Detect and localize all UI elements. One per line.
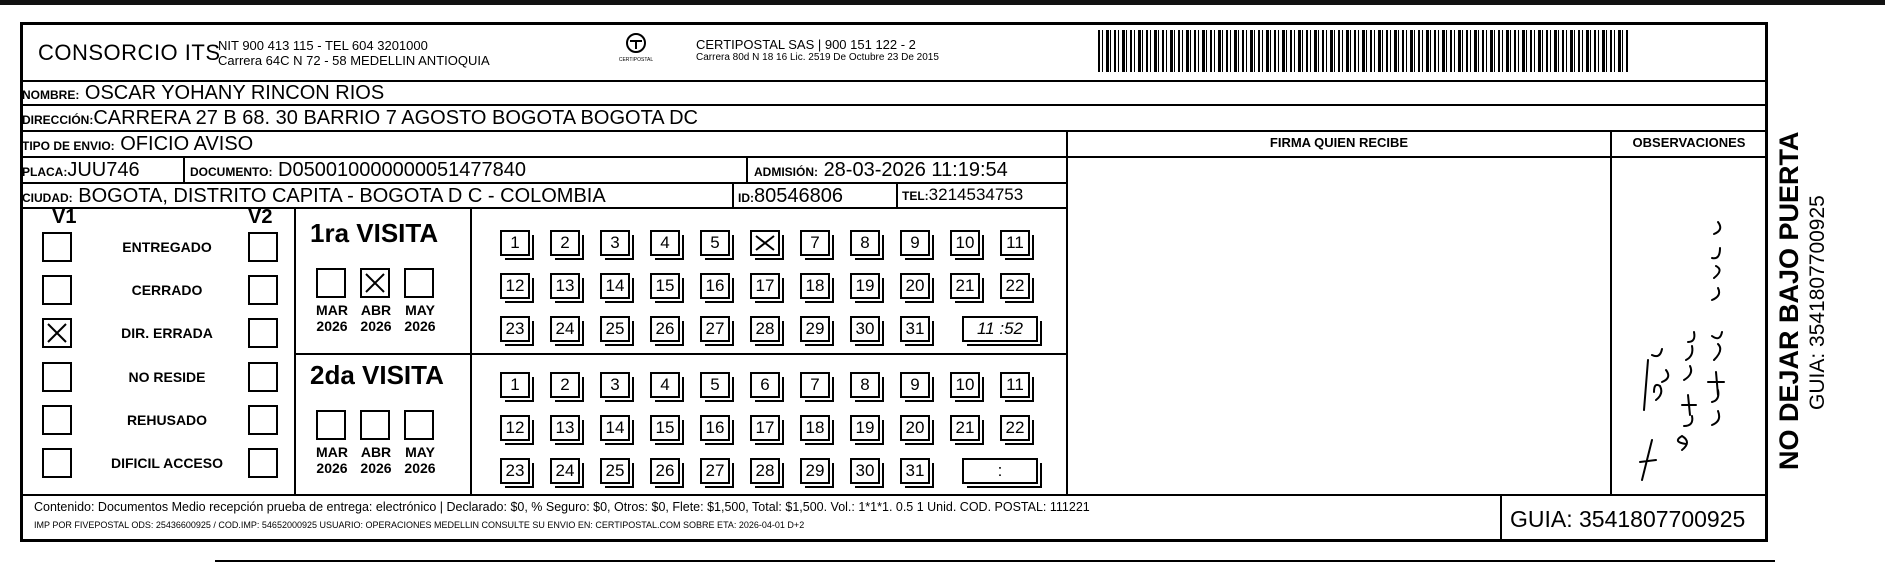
day-box[interactable]: 20	[900, 415, 930, 441]
day-box[interactable]: 24	[550, 458, 580, 484]
month-year: 2026	[316, 460, 348, 476]
day-box[interactable]: 22	[1000, 415, 1030, 441]
day-box[interactable]: 12	[500, 273, 530, 299]
scan-edge	[0, 0, 1885, 5]
logo-text: CERTIPOSTAL	[618, 57, 654, 63]
day-box[interactable]: 17	[750, 415, 780, 441]
day-box[interactable]: 19	[850, 273, 880, 299]
month-name: MAR	[316, 302, 348, 318]
month-year: 2026	[316, 318, 348, 334]
x-mark-icon	[44, 320, 70, 346]
v2-checkbox[interactable]	[248, 362, 278, 392]
day-box[interactable]: 16	[700, 273, 730, 299]
rule	[22, 156, 1767, 158]
day-box[interactable]: 21	[950, 273, 980, 299]
certipostal-line2: Carrera 80d N 18 16 Lic. 2519 De Octubre 23 De 2015	[696, 52, 939, 63]
day-box[interactable]: 15	[650, 273, 680, 299]
certipostal-line1: CERTIPOSTAL SAS | 900 151 122 - 2	[696, 37, 916, 52]
v1-checkbox[interactable]	[42, 232, 72, 262]
day-box[interactable]: 27	[700, 316, 730, 342]
day-box[interactable]: 31	[900, 316, 930, 342]
v2-checkbox[interactable]	[248, 232, 278, 262]
id-value: 80546806	[754, 185, 843, 207]
day-box[interactable]: 29	[800, 316, 830, 342]
visita2-time: :	[962, 458, 1038, 484]
day-box[interactable]: 13	[550, 415, 580, 441]
day-box[interactable]: 8	[850, 230, 880, 256]
day-box[interactable]: 1	[500, 372, 530, 398]
day-box[interactable]: 7	[800, 372, 830, 398]
rule	[1066, 130, 1068, 496]
visita2-title: 2da VISITA	[310, 360, 444, 390]
rule	[22, 494, 1767, 496]
ciudad-value: BOGOTA, DISTRITO CAPITA - BOGOTA D C - COLOMBIA	[78, 185, 606, 207]
admision-value: 28-03-2026 11:19:54	[823, 159, 1008, 181]
month-year: 2026	[360, 318, 392, 334]
company-nit: NIT 900 413 115 - TEL 604 3201000	[218, 38, 428, 53]
v2-checkbox[interactable]	[248, 448, 278, 478]
admision-field: ADMISIÓN: 28-03-2026 11:19:54	[754, 159, 1008, 181]
day-box[interactable]: 11	[1000, 230, 1030, 256]
day-box[interactable]: 25	[600, 458, 630, 484]
x-mark-icon	[752, 232, 778, 254]
day-box[interactable]: 23	[500, 458, 530, 484]
status-label: NO RESIDE	[128, 369, 206, 385]
rule	[470, 207, 472, 496]
day-box[interactable]	[750, 230, 780, 256]
day-box[interactable]: 20	[900, 273, 930, 299]
tipo-envio-row: TIPO DE ENVIO: OFICIO AVISO	[22, 133, 254, 155]
documento-value: D050010000000051477840	[278, 159, 527, 181]
month-checkbox[interactable]	[360, 410, 390, 440]
month-name: ABR	[360, 302, 392, 318]
day-box[interactable]: 14	[600, 415, 630, 441]
day-box[interactable]: 30	[850, 458, 880, 484]
rule	[294, 207, 296, 496]
day-box[interactable]: 25	[600, 316, 630, 342]
handwritten-observation-icon	[1612, 150, 1766, 494]
day-box[interactable]: 4	[650, 372, 680, 398]
firma-header: FIRMA QUIEN RECIBE	[1269, 135, 1409, 150]
direccion-row: DIRECCIÓN:CARRERA 27 B 68. 30 BARRIO 7 AGOSTO BOGOTA BOGOTA DC	[22, 107, 698, 129]
month-checkbox[interactable]	[316, 410, 346, 440]
day-box[interactable]: 17	[750, 273, 780, 299]
rule	[22, 182, 1068, 184]
day-box[interactable]: 1	[500, 230, 530, 256]
day-box[interactable]: 14	[600, 273, 630, 299]
rule	[746, 156, 748, 182]
day-box[interactable]: 31	[900, 458, 930, 484]
logo-icon	[624, 32, 648, 54]
month-year: 2026	[404, 460, 436, 476]
month-label	[310, 302, 354, 334]
day-box[interactable]: 21	[950, 415, 980, 441]
v2-checkbox[interactable]	[248, 275, 278, 305]
v1-checkbox[interactable]	[42, 448, 72, 478]
month-checkbox[interactable]	[404, 410, 434, 440]
month-year: 2026	[404, 318, 436, 334]
rule	[183, 156, 185, 182]
rule	[1766, 80, 1768, 542]
month-label	[354, 302, 398, 334]
day-box[interactable]: 5	[700, 230, 730, 256]
status-label: REHUSADO	[126, 412, 208, 428]
x-mark-icon	[362, 270, 388, 296]
day-box[interactable]: 3	[600, 230, 630, 256]
footer-guia: GUIA: 3541807700925	[1510, 506, 1746, 532]
v1-checkbox[interactable]	[42, 405, 72, 435]
day-box[interactable]: 18	[800, 273, 830, 299]
tel-field: TEL:3214534753	[902, 185, 1024, 204]
day-box[interactable]: 8	[850, 372, 880, 398]
day-box[interactable]: 19	[850, 415, 880, 441]
month-name: ABR	[360, 444, 392, 460]
day-box[interactable]: 16	[700, 415, 730, 441]
v1-checkbox[interactable]	[42, 362, 72, 392]
rule	[896, 182, 898, 207]
day-box[interactable]: 28	[750, 458, 780, 484]
day-box[interactable]: 22	[1000, 273, 1030, 299]
day-box[interactable]: 27	[700, 458, 730, 484]
company-address: Carrera 64C N 72 - 58 MEDELLIN ANTIOQUIA	[218, 53, 490, 68]
month-label	[398, 444, 442, 476]
side-warning: NO DEJAR BAJO PUERTA	[1774, 131, 1804, 470]
status-label: CERRADO	[131, 282, 203, 298]
day-box[interactable]: 28	[750, 316, 780, 342]
month-checkbox[interactable]	[360, 268, 390, 298]
footer-line1: Contenido: Documentos Medio recepción prueba de entrega: electrónico | Declarado: $0, % Seguro: $0, Otros: $0, Flete: $1,500, Total: $1,500. Vol.: 1*1*1. 0.5 1 Unid. COD. POSTAL: 111221	[34, 500, 1090, 514]
month-label	[398, 302, 442, 334]
day-box[interactable]: 13	[550, 273, 580, 299]
v2-checkbox[interactable]	[248, 318, 278, 348]
day-box[interactable]: 12	[500, 415, 530, 441]
day-box[interactable]: 9	[900, 372, 930, 398]
day-box[interactable]: 30	[850, 316, 880, 342]
placa-value: JUU746	[67, 159, 140, 181]
day-box[interactable]: 29	[800, 458, 830, 484]
month-year: 2026	[360, 460, 392, 476]
observaciones-header: OBSERVACIONES	[1632, 135, 1746, 150]
bottom-rule	[215, 560, 1775, 562]
placa-field: PLACA:JUU746	[22, 159, 140, 181]
day-box[interactable]: 26	[650, 316, 680, 342]
side-guia: GUIA: 3541807700925	[1806, 195, 1829, 410]
day-box[interactable]: 10	[950, 230, 980, 256]
barcode	[1098, 30, 1630, 72]
rule	[294, 353, 1068, 355]
day-box[interactable]: 6	[750, 372, 780, 398]
company-name: CONSORCIO ITS	[38, 40, 221, 65]
nombre-value: OSCAR YOHANY RINCON RIOS	[84, 82, 385, 104]
company-info	[218, 38, 490, 68]
id-field: ID:80546806	[738, 185, 843, 207]
day-box[interactable]: 3	[600, 372, 630, 398]
visita1-time: 11 :52	[962, 316, 1038, 342]
month-checkbox[interactable]	[316, 268, 346, 298]
rule	[22, 130, 1767, 132]
documento-field: DOCUMENTO: D050010000000051477840	[190, 159, 527, 181]
day-box[interactable]: 9	[900, 230, 930, 256]
v2-checkbox[interactable]	[248, 405, 278, 435]
ciudad-field: CIUDAD: BOGOTA, DISTRITO CAPITA - BOGOTA D C - COLOMBIA	[22, 185, 606, 207]
tipo-envio-value: OFICIO AVISO	[120, 133, 254, 155]
status-label: ENTREGADO	[122, 239, 212, 255]
day-box[interactable]: 24	[550, 316, 580, 342]
v2-label: V2	[248, 206, 273, 228]
day-box[interactable]: 11	[1000, 372, 1030, 398]
day-box[interactable]: 26	[650, 458, 680, 484]
tel-value: 3214534753	[928, 185, 1024, 204]
v1-checkbox[interactable]	[42, 275, 72, 305]
day-box[interactable]: 7	[800, 230, 830, 256]
month-name: MAY	[405, 302, 435, 318]
v1-label: V1	[52, 206, 77, 228]
month-label	[310, 444, 354, 476]
v1-checkbox[interactable]	[42, 318, 72, 348]
status-label: DIR. ERRADA	[121, 325, 213, 341]
rule	[1500, 494, 1502, 542]
day-box[interactable]: 10	[950, 372, 980, 398]
day-box[interactable]: 4	[650, 230, 680, 256]
month-label	[354, 444, 398, 476]
month-checkbox[interactable]	[404, 268, 434, 298]
day-box[interactable]: 23	[500, 316, 530, 342]
status-label: DIFICIL ACCESO	[110, 455, 223, 471]
day-box[interactable]: 15	[650, 415, 680, 441]
certipostal-info	[696, 37, 939, 64]
certipostal-logo	[616, 32, 656, 63]
month-name: MAR	[316, 444, 348, 460]
day-box[interactable]: 2	[550, 230, 580, 256]
rule	[732, 182, 734, 207]
nombre-row: NOMBRE: OSCAR YOHANY RINCON RIOS	[22, 82, 385, 104]
day-box[interactable]: 5	[700, 372, 730, 398]
visita1-title: 1ra VISITA	[310, 218, 439, 248]
month-name: MAY	[405, 444, 435, 460]
footer-line2: IMP POR FIVEPOSTAL ODS: 25436600925 / COD.IMP: 54652000925 USUARIO: OPERACIONES MEDELLIN CONSULTE SU ENVIO EN: CERTIPOSTAL.COM SOBRE ETA: 2026-04-01 D+2	[34, 520, 805, 530]
direccion-value: CARRERA 27 B 68. 30 BARRIO 7 AGOSTO BOGOTA BOGOTA DC	[93, 107, 698, 129]
day-box[interactable]: 18	[800, 415, 830, 441]
day-box[interactable]: 2	[550, 372, 580, 398]
